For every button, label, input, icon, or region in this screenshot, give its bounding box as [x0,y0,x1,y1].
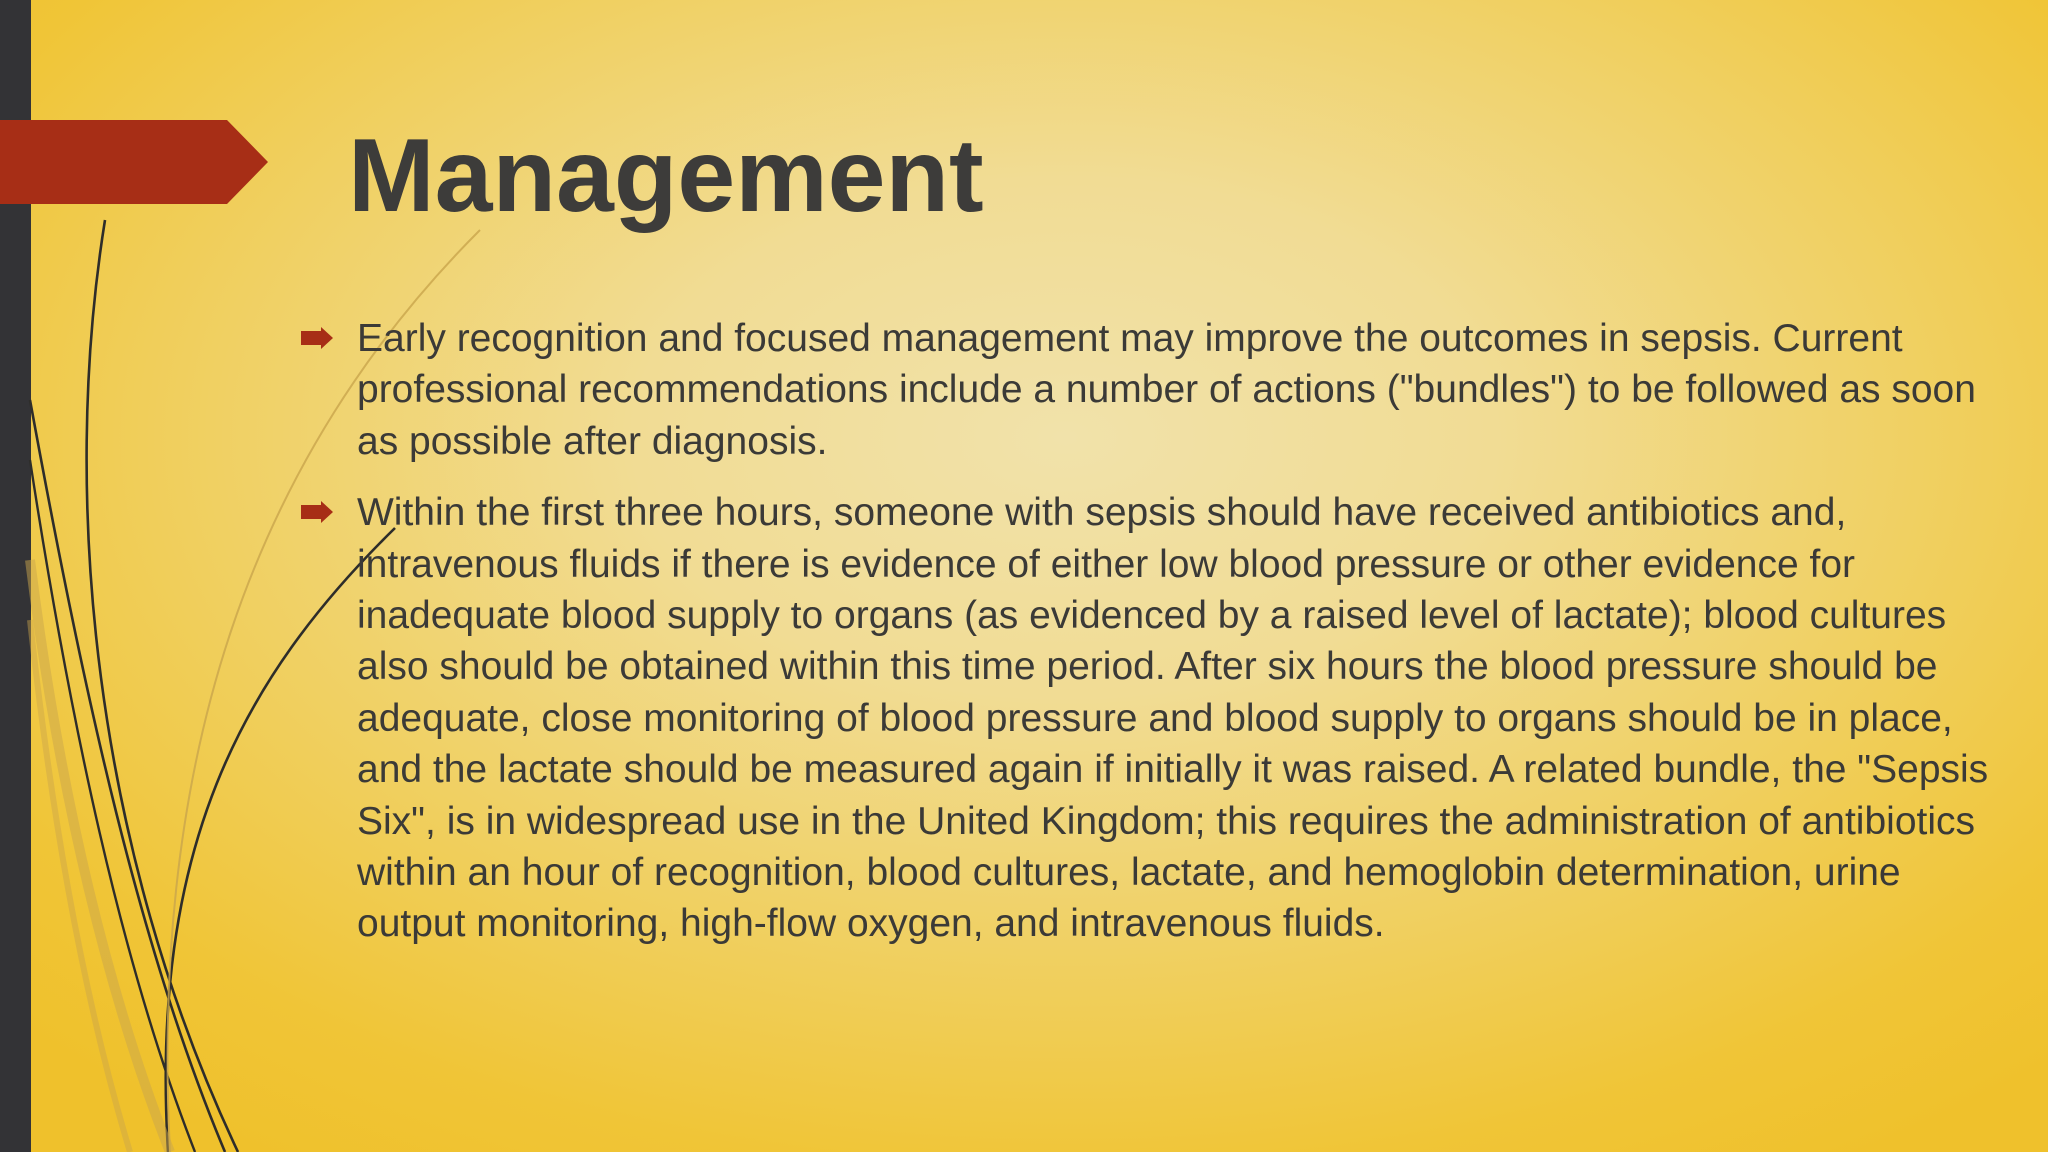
arrow-bullet-icon [301,501,335,523]
bullet-item [299,487,1989,950]
bullet-text: Early recognition and focused management may improve the outcomes in sepsis. Current professional recommendations include a number of actions ("bundles") to be followed as soon as possible after diagnosis. [357,317,1976,463]
arrow-bullet-icon [301,327,335,349]
bullet-text: Within the first three hours, someone with sepsis should have received antibiotics and, intravenous fluids if there is evidence of either low blood pressure or other evidence for inadequate blood supply to organs (as evidenced by a raised level of lactate); blood cultures also should be obtained within this time period. After six hours the blood pressure should be adequate, close monitoring of blood pressure and blood supply to organs should be in place, and the lactate should be measured again if initially it was raised. A related bundle, the "Sepsis Six", is in widespread use in the United Kingdom; this requires the administration of antibiotics within an hour of recognition, blood cultures, lactate, and hemoglobin determination, urine output monitoring, high-flow oxygen, and intravenous fluids. [357,491,1989,946]
bullet-list [299,313,1989,970]
title-arrow-tab [0,120,268,204]
slide-title: Management [348,118,984,234]
bullet-item [299,313,1989,467]
